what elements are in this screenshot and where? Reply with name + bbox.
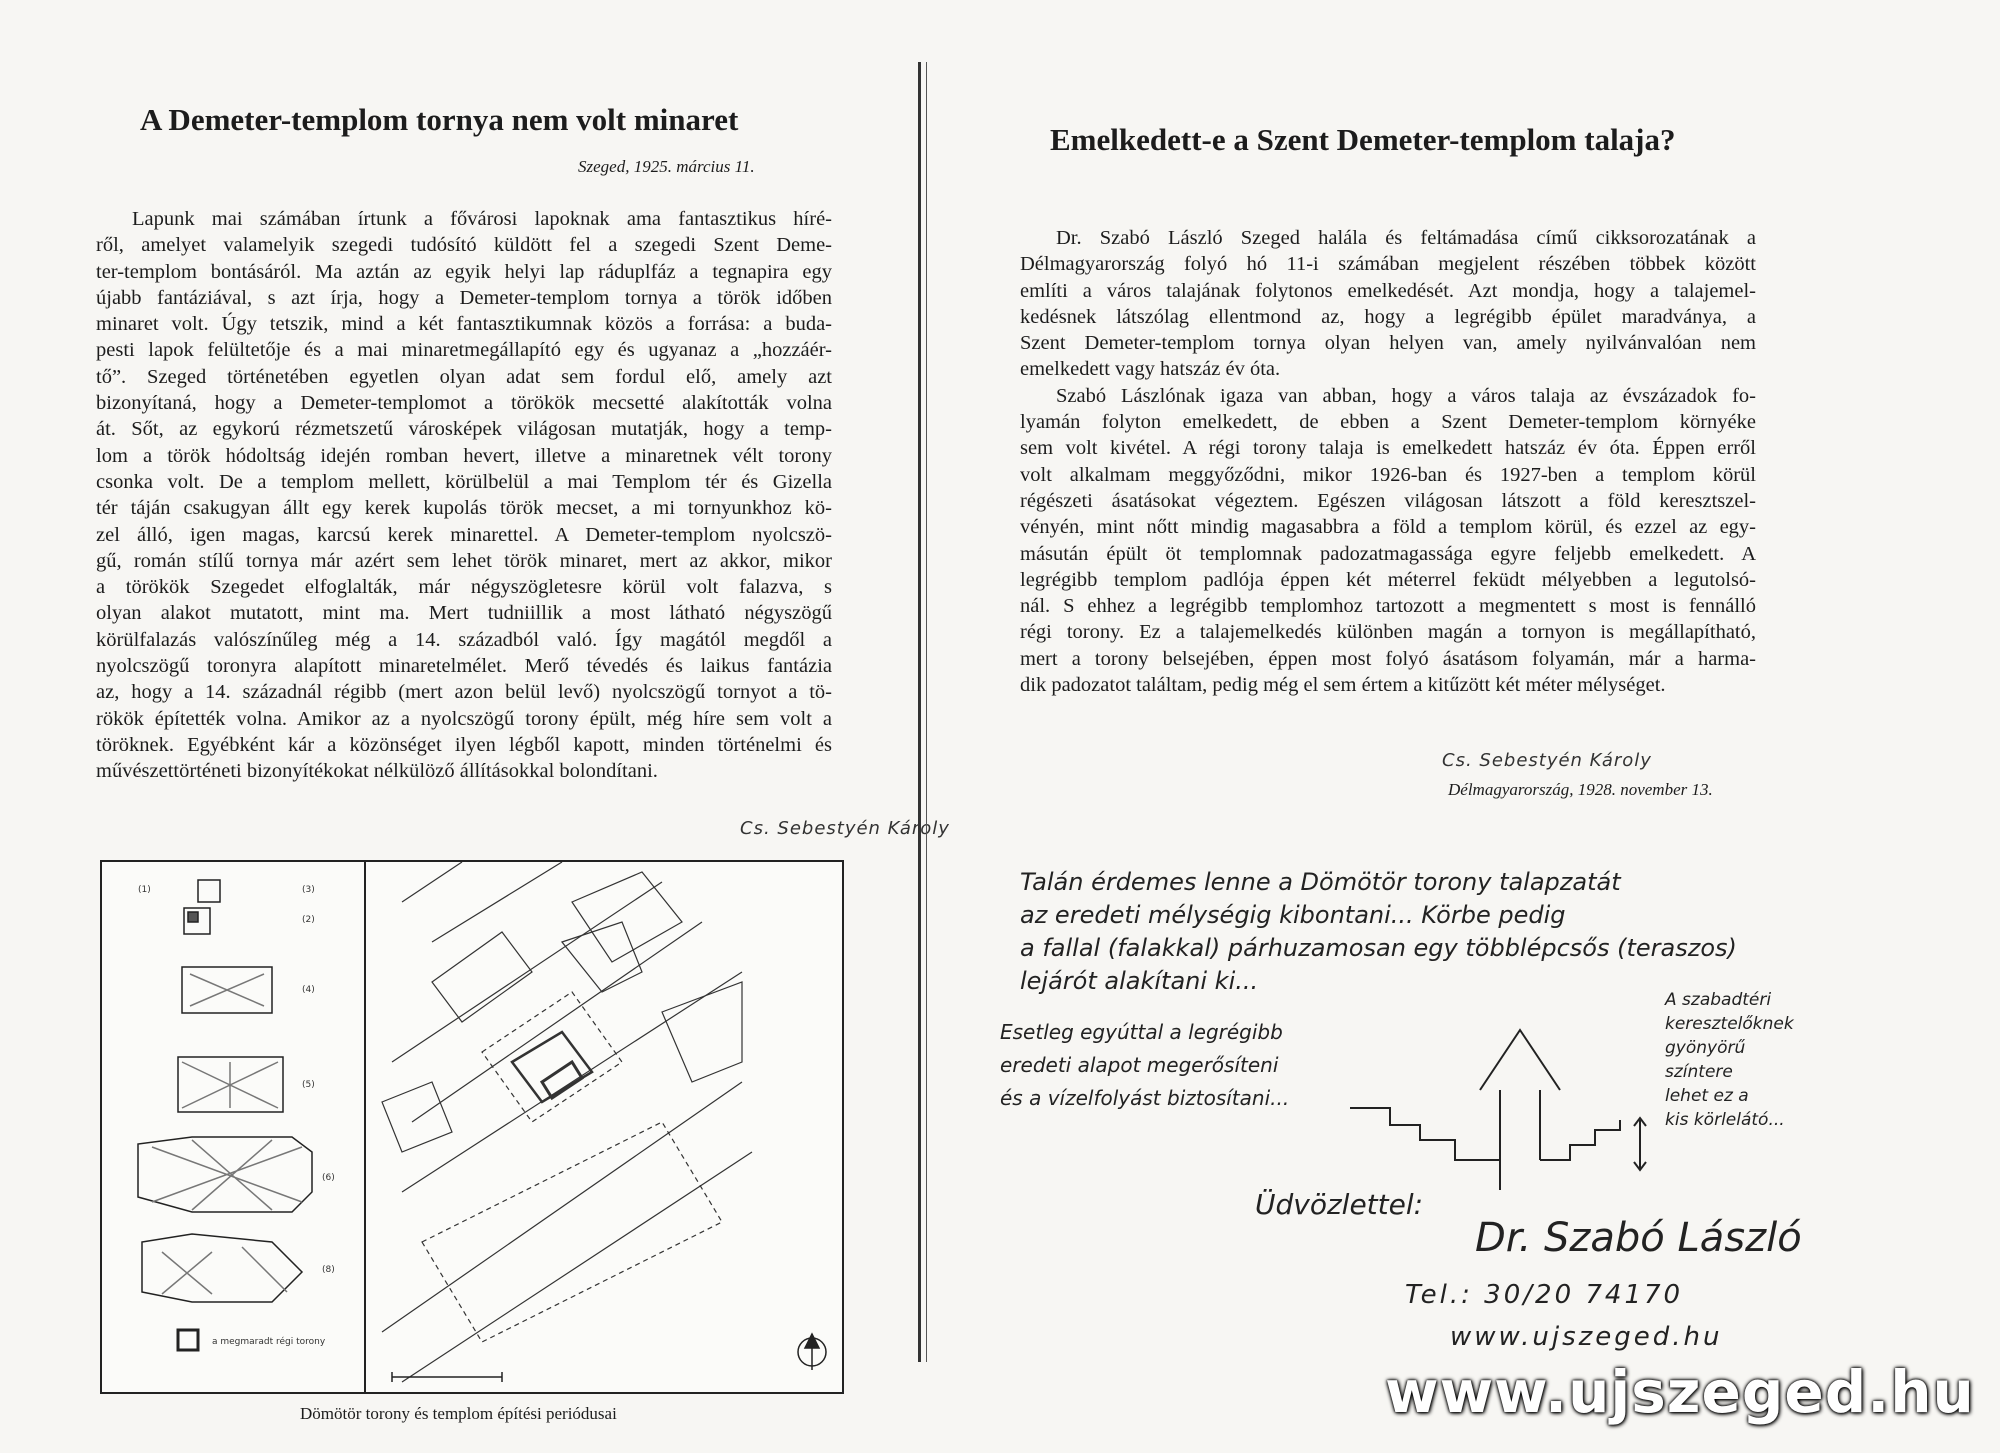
body-line: tő”. Szeged történetében egyetlen olyan adat sem fordul elő, amely azt [96, 365, 832, 388]
handwritten-line: és a vízelfolyást biztosítani... [1000, 1086, 1290, 1110]
body-line: pesti lapok felültetője és a mai minaretmegállapító egy és ugyanaz a „hozzáér- [96, 339, 832, 362]
phase-label: (3) [302, 885, 315, 895]
phase-label: (8) [322, 1265, 335, 1275]
left-article-dateline: Szeged, 1925. március 11. [578, 157, 755, 176]
body-line: dik padozatot találtam, pedig még el sem értem a kitűzött két méter mélységet. [1020, 674, 1666, 697]
handwritten-line: Talán érdemes lenne a Dömötör torony talapzatát [1020, 868, 1621, 896]
body-line: zel álló, igen magas, karcsú kerek minarettel. A Demeter-templom nyolcszö- [96, 523, 832, 546]
body-line: az, hogy a 14. századnál régibb (mert azon belül levő) nyolcszögű tornyot a tö- [96, 681, 832, 704]
site-map [382, 862, 752, 1382]
body-line: rökök építették volna. Amikor az a nyolcszögű torony épült, még híre sem volt a [96, 707, 832, 730]
body-line: emelkedett vagy hatszáz év óta. [1020, 358, 1281, 381]
body-line: Dr. Szabó László Szeged halála és feltámadása című cikksorozatának a [1056, 227, 1756, 249]
body-line: művészettörténeti bizonyítékokat nélkülöző állításokkal bolondítani. [96, 760, 658, 783]
handwritten-line: Esetleg egyúttal a legrégibb [1000, 1020, 1283, 1044]
right-article-title: Emelkedett-e a Szent Demeter-templom talaja? [1050, 122, 1676, 157]
body-line: tér táján csakugyan állt egy kerek kupolás török mecset, a mi tornyunkhoz kö- [96, 497, 832, 520]
phase-legend: a megmaradt régi torony [212, 1337, 326, 1347]
handwritten-greeting: Üdvözlettel: [1255, 1188, 1424, 1221]
north-arrow [798, 1334, 826, 1370]
handwritten-line: lejárót alakítani ki... [1020, 967, 1259, 995]
body-line: említi a város talajának folytonos emelkedését. Azt mondja, hogy a talajemel- [1020, 279, 1756, 302]
terrace-sketch [1350, 990, 1770, 1190]
body-line: volt alkalmam meggyőződni, mikor 1926-ban és 1927-ben a templom körül [1020, 463, 1756, 486]
body-line: a törökök Szegedet elfoglalták, már négyszögletesre körül volt falazva, s [96, 576, 832, 599]
handwritten-website: www.ujszeged.hu [1450, 1322, 1723, 1352]
body-line: Szabó Lászlónak igaza van abban, hogy a város talaja az évszázadok fo- [1056, 384, 1756, 407]
phase-label: (4) [302, 985, 315, 995]
body-line: régi torony. Ez a talajemelkedés különben magán a tornyon is megállapítható, [1020, 621, 1756, 644]
body-line: sem volt kivétel. A régi torony talaja is emelkedett hatszáz év óta. Éppen erről [1020, 437, 1756, 460]
phase-label: (5) [302, 1080, 315, 1090]
phase-plans [138, 880, 312, 1350]
body-line: gű, román stílű tornya már azért sem lehet török minaret, mert az akkor, mikor [96, 549, 832, 572]
body-line: minaret volt. Úgy tetszik, mind a két fantasztikumnak közös a forrása: a buda- [96, 313, 832, 336]
body-line: töröknek. Egyébként kár a közönséget ilyen légből kapott, minden történelmi és [96, 733, 832, 756]
phase-labels [138, 885, 335, 1347]
body-line: mert a torony belsejében, éppen most folyó ásatásom folyamán, már a harma- [1020, 647, 1756, 670]
body-line: vényén, mint nőtt mindig magasabbra a föld a templom körül, és ezzel az egy- [1020, 516, 1756, 539]
body-line: nyolcszögű toronyra alapított minaretelmélet. Merő tévedés és laikus fantázia [96, 655, 832, 678]
body-line: nál. S ehhez a legrégibb templomhoz tartozott a megmentett s most is fennálló [1020, 595, 1756, 618]
body-line: Délmagyarország folyó hó 11-i számában megjelent részében többek között [1020, 253, 1756, 276]
phase-diagram [102, 862, 842, 1392]
left-article-title: A Demeter-templom tornya nem volt minaret [140, 102, 739, 137]
left-article-body [96, 206, 832, 785]
handwritten-signature: Dr. Szabó László [1475, 1215, 1802, 1261]
left-article-signature: Cs. Sebestyén Károly [740, 818, 950, 839]
right-article-body [1020, 225, 1756, 698]
body-line: csonka volt. De a templom mellett, körülbelül a mai Templom tér és Gizella [96, 470, 832, 493]
scale-bar [392, 1372, 502, 1382]
phase-label: (2) [302, 915, 315, 925]
handwritten-line: kis körlelátó... [1665, 1110, 1785, 1130]
body-line: Szent Demeter-templom tornya olyan helyen van, amely nyilvánvalóan nem [1020, 332, 1756, 355]
right-article-source: Délmagyarország, 1928. november 13. [1448, 780, 1713, 799]
body-line: át. Sőt, az egykorú rézmetszetű városképek világosan mutatják, hogy a temp- [96, 418, 832, 441]
handwritten-line: lehet ez a [1665, 1086, 1749, 1106]
body-line: körülfalazás valószínűleg még a 14. századból való. Így magától megdől a [96, 628, 832, 651]
body-line: ter-templom bontásáról. Ma aztán az egyik helyi lap ráduplfáz a tegnapira egy [96, 260, 832, 283]
body-line: lyamán folyton emelkedett, de ebben a Szent Demeter-templom környéke [1020, 411, 1756, 434]
watermark-logo: www.ujszeged.hu [1385, 1358, 1975, 1426]
body-line: lom a török hódoltság idején romban hevert, illetve a minaretnek vélt torony [96, 444, 832, 467]
body-line: régészeti ásatásokat végeztem. Egészen világosan látszott a föld keresztszel- [1020, 489, 1756, 512]
handwritten-line: az eredeti mélységig kibontani... Körbe pedig [1020, 901, 1566, 929]
handwritten-line: gyönyörű [1665, 1038, 1746, 1058]
handwritten-line: a fallal (falakkal) párhuzamosan egy többlépcsős (teraszos) [1020, 934, 1737, 962]
body-line: legrégibb templom padlója éppen két méterrel feküdt mélyebben a legutolsó- [1020, 568, 1756, 591]
phase-diagram-box [100, 860, 844, 1394]
handwritten-line: színtere [1665, 1062, 1733, 1082]
handwritten-line: A szabadtéri [1665, 990, 1772, 1010]
phase-label: (6) [322, 1173, 335, 1183]
page-divider [918, 62, 927, 1362]
figure-caption: Dömötör torony és templom építési periódusai [300, 1404, 617, 1423]
body-line: újabb fantáziával, s azt írja, hogy a Demeter-templom tornya a török időben [96, 286, 832, 309]
body-line: kedésnek látszólag ellentmond az, hogy a legrégibb épület maradványa, a [1020, 305, 1756, 328]
handwritten-line: eredeti alapot megerősíteni [1000, 1053, 1279, 1077]
body-line: másután épült öt templomnak padozatmagassága egyre feljebb emelkedett. A [1020, 542, 1756, 565]
right-page [930, 0, 2000, 1453]
body-line: bizonyítaná, hogy a Demeter-templomot a törökök mecsetté alakították volna [96, 392, 832, 415]
left-page [0, 0, 950, 1453]
handwritten-phone: Tel.: 30/20 74170 [1405, 1280, 1684, 1310]
body-line: olyan alakot mutatott, mint ma. Mert tudniillik a most látható négyszögű [96, 602, 832, 625]
handwritten-line: keresztelőknek [1665, 1014, 1794, 1034]
body-line: Lapunk mai számában írtunk a fővárosi lapoknak ama fantasztikus híré- [132, 208, 832, 230]
phase-label: (1) [138, 885, 151, 895]
body-line: ről, amelyet valamelyik szegedi tudósító küldött fel a szegedi Szent Deme- [96, 234, 832, 257]
right-article-signature: Cs. Sebestyén Károly [1442, 750, 1652, 771]
